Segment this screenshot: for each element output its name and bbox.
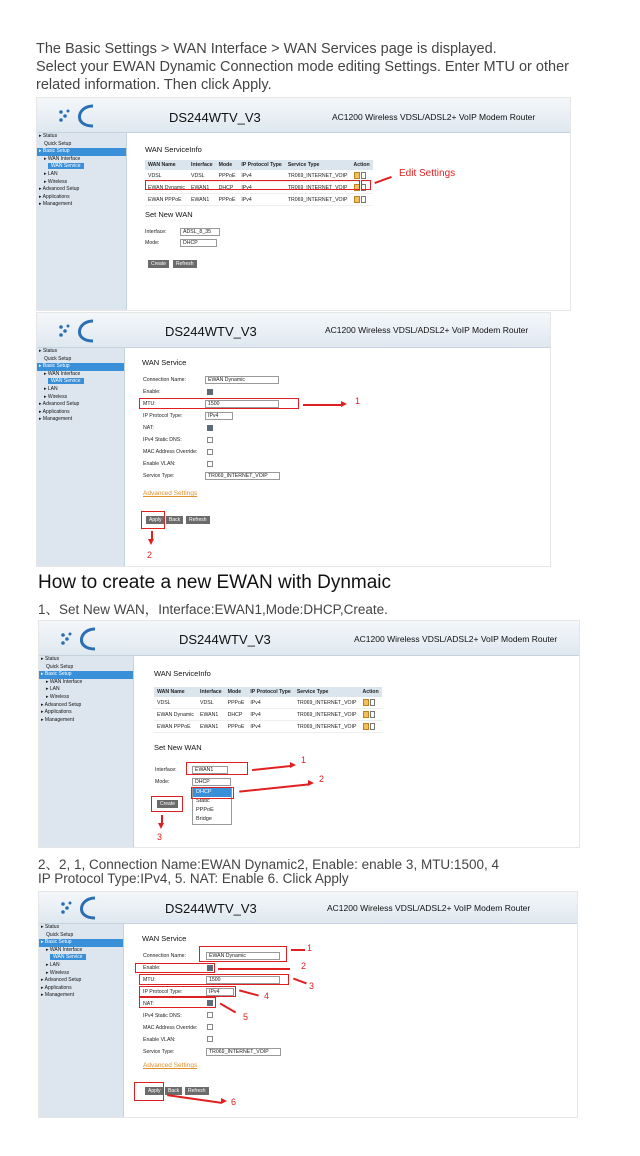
delete-icon[interactable] — [370, 711, 375, 718]
nav-lan[interactable]: ▸ LAN — [46, 961, 60, 968]
nav-applications[interactable]: ▸ Applications — [41, 709, 72, 716]
nav-basic-setup[interactable]: ▸ Basic Setup — [37, 148, 126, 156]
refresh-button[interactable]: Refresh — [173, 260, 197, 268]
nav-wan-service[interactable]: WAN Service — [37, 378, 124, 386]
nav-wireless[interactable]: ▸ Wireless — [44, 393, 68, 400]
mode-option[interactable]: Bridge — [196, 816, 212, 822]
highlight-edit-icon — [361, 180, 371, 190]
mode-select[interactable]: DHCP — [192, 778, 231, 786]
nav-lan[interactable]: ▸ LAN — [44, 170, 58, 177]
nav-basic-setup[interactable]: ▸ Basic Setup — [37, 363, 124, 371]
nav-wireless[interactable]: ▸ Wireless — [46, 969, 70, 976]
step-2-line-2: IP Protocol Type:IPv4, 5. NAT: Enable 6. Click Apply — [38, 871, 349, 886]
edit-icon[interactable] — [363, 723, 369, 730]
router-tagline: AC1200 Wireless VDSL/ADSL2+ VoIP Modem Router — [325, 325, 529, 335]
brand-logo-icon — [55, 318, 107, 344]
vlan-checkbox[interactable] — [207, 1036, 213, 1042]
router-model: DS244WTV_V3 — [179, 632, 271, 647]
table-row: VDSL VDSL PPPoE IPv4 TR069_INTERNET_VOIP — [154, 697, 382, 709]
wan-service-title: WAN Service — [142, 934, 187, 943]
service-type-select[interactable]: TR069_INTERNET_VOIP — [205, 472, 280, 480]
wan-table: WAN Name Interface Mode IP Protocol Type Service Type Action VDSL VDSL PPPoE IPv4 TR069_INTERNET_VOIP EWAN Dynamic EWAN1 DHCP IPv4 TR069_INTERNET_VOIP EWAN PPPoE EWAN1 PPPoE IPv4 TR069_INTERNET_VOIP — [145, 160, 373, 206]
screenshot-wan-list-1: DS244WTV_V3 AC1200 Wireless VDSL/ADSL2+ VoIP Modem Router ▸ Status Quick Setup ▸ Basic Setup ▸ WAN Interface WAN Service ▸ LAN ▸ Wireless ▸ Advanced Setup ▸ Applications ▸ Management WAN ServiceInfo WAN Name Interface Mode IP Protocol Type Service Type Action VDSL VDSL PPPoE IPv4 TR069_INTERNET_VOIP EWAN Dynamic EWAN1 DHCP IPv4 TR069_INTERNET_VOIP EWAN PPPoE EWAN1 PPPoE IPv4 TR069_INTERNET_VOIP Edit Settings Set New WAN Interface: ADSL_8_35 Mode: DHCP Create Refresh — [36, 97, 571, 311]
router-tagline: AC1200 Wireless VDSL/ADSL2+ VoIP Modem Router — [327, 903, 531, 913]
delete-icon[interactable] — [370, 699, 375, 706]
ip-type-select[interactable]: IPv4 — [205, 412, 233, 420]
router-model: DS244WTV_V3 — [165, 324, 257, 339]
router-header — [39, 892, 577, 924]
edit-icon[interactable] — [363, 699, 369, 706]
router-header — [39, 621, 579, 656]
nav-wan-interface[interactable]: ▸ WAN Interface — [46, 678, 83, 685]
annotation-edit-settings: Edit Settings — [399, 168, 456, 179]
screenshot-new-form: DS244WTV_V3 AC1200 Wireless VDSL/ADSL2+ VoIP Modem Router ▸ Status Quick Setup ▸ Basic Setup ▸ WAN Interface WAN Service ▸ LAN ▸ Wireless ▸ Advanced Setup ▸ Applications ▸ Management WAN Service Connection Name: EWAN Dynamic 1 Enable: 2 MTU: 1500 3 IP Protocol Type: IPv4 4 NAT: 5 IPv4 Static DNS: MAC Address Override: Enable VLAN: Service Type: TR069_INTERNET_VOIP Advanced Settings Apply Back Refresh 6 — [38, 891, 578, 1118]
brand-logo-icon — [57, 626, 109, 652]
sidebar — [39, 924, 124, 1118]
highlight-ewan-row — [145, 180, 360, 190]
refresh-button[interactable]: Refresh — [186, 516, 210, 524]
nav-wireless[interactable]: ▸ Wireless — [44, 178, 68, 185]
mode-option[interactable]: Static — [196, 798, 210, 804]
nav-management[interactable]: ▸ Management — [39, 201, 73, 208]
nav-management[interactable]: ▸ Management — [39, 416, 73, 423]
interface-select[interactable]: ADSL_8_35 — [180, 228, 220, 236]
wan-service-title: WAN Service — [142, 358, 187, 367]
nav-advanced[interactable]: ▸ Advanced Setup — [41, 977, 82, 984]
nav-status[interactable]: ▸ Status — [39, 133, 58, 139]
nav-advanced[interactable]: ▸ Advanced Setup — [41, 701, 82, 708]
nav-status[interactable]: ▸ Status — [41, 924, 60, 930]
nav-wan-service[interactable]: WAN Service — [39, 954, 123, 962]
sidebar — [39, 656, 134, 848]
nav-advanced[interactable]: ▸ Advanced Setup — [39, 186, 80, 193]
nav-applications[interactable]: ▸ Applications — [41, 984, 72, 991]
nav-wan-interface[interactable]: ▸ WAN Interface — [46, 946, 83, 953]
nav-lan[interactable]: ▸ LAN — [44, 385, 58, 392]
nav-advanced[interactable]: ▸ Advanced Setup — [39, 401, 80, 408]
intro-line-1: The Basic Settings > WAN Interface > WAN Services page is displayed. — [36, 41, 497, 57]
apply-button[interactable]: Apply — [146, 516, 165, 524]
highlight-create — [151, 796, 183, 812]
delete-icon[interactable] — [361, 172, 366, 179]
intro-line-2: Select your EWAN Dynamic Connection mode editing Settings. Enter MTU or other — [36, 59, 569, 75]
set-new-wan-title: Set New WAN — [145, 210, 193, 219]
nav-management[interactable]: ▸ Management — [41, 716, 75, 723]
section-title: How to create a new EWAN with Dynmaic — [38, 572, 392, 593]
wan-info-title: WAN ServiceInfo — [145, 145, 202, 154]
nav-management[interactable]: ▸ Management — [41, 992, 75, 999]
brand-logo-icon — [55, 103, 107, 129]
highlight-apply — [141, 511, 165, 529]
nav-basic-setup[interactable]: ▸ Basic Setup — [39, 671, 133, 679]
advanced-settings-link[interactable]: Advanced Settings — [143, 1062, 198, 1069]
create-button[interactable]: Create — [157, 800, 178, 808]
static-dns-checkbox[interactable] — [207, 437, 213, 443]
refresh-button[interactable]: Refresh — [185, 1087, 209, 1095]
screenshot-edit-form: DS244WTV_V3 AC1200 Wireless VDSL/ADSL2+ VoIP Modem Router ▸ Status Quick Setup ▸ Basic Setup ▸ WAN Interface WAN Service ▸ LAN ▸ Wireless ▸ Advanced Setup ▸ Applications ▸ Management WAN Service Connection Name: EWAN Dynamic Enable: MTU: 1500 1 IP Protocol Type: IPv4 NAT: IPv4 Static DNS: MAC Address Override: Enable VLAN: Service Type: TR069_INTERNET_VOIP Advanced Settings Apply Back Refresh 2 — [36, 312, 551, 567]
interface-select[interactable]: EWAN1 — [192, 766, 228, 774]
router-tagline: AC1200 Wireless VDSL/ADSL2+ VoIP Modem Router — [354, 634, 558, 644]
nav-quick-setup[interactable]: Quick Setup — [44, 140, 72, 147]
nav-quick-setup[interactable]: Quick Setup — [46, 931, 74, 938]
router-tagline: AC1200 Wireless VDSL/ADSL2+ VoIP Modem Router — [332, 112, 536, 122]
highlight-interface — [186, 762, 248, 775]
edit-icon[interactable] — [354, 196, 360, 203]
nav-quick-setup[interactable]: Quick Setup — [46, 663, 74, 670]
delete-icon[interactable] — [361, 196, 366, 203]
table-row: VDSL VDSL PPPoE IPv4 TR069_INTERNET_VOIP — [145, 170, 373, 182]
apply-button[interactable]: Apply — [145, 1087, 164, 1095]
nav-wan-interface[interactable]: ▸ WAN Interface — [44, 370, 81, 377]
nav-applications[interactable]: ▸ Applications — [39, 193, 70, 200]
sidebar — [37, 133, 127, 311]
mode-select[interactable]: DHCP — [180, 239, 217, 247]
router-header — [37, 313, 550, 348]
nav-lan[interactable]: ▸ LAN — [46, 686, 60, 693]
delete-icon[interactable] — [370, 723, 375, 730]
mtu-input[interactable]: 1500 — [206, 976, 280, 984]
mtu-input[interactable]: 1500 — [205, 400, 279, 408]
router-header — [37, 98, 570, 133]
table-row: EWAN Dynamic EWAN1 DHCP IPv4 TR069_INTERNET_VOIP — [145, 182, 373, 194]
nav-applications[interactable]: ▸ Applications — [39, 408, 70, 415]
step-2-line-1: 2、2, 1, Connection Name:EWAN Dynamic2, Enable: enable 3, MTU:1500, 4 — [38, 857, 499, 872]
mac-override-checkbox[interactable] — [207, 449, 213, 455]
nat-checkbox[interactable] — [207, 425, 213, 431]
back-button[interactable]: Back — [165, 1087, 182, 1095]
router-model: DS244WTV_V3 — [169, 110, 261, 125]
sidebar — [37, 348, 125, 567]
nav-basic-setup[interactable]: ▸ Basic Setup — [39, 939, 123, 947]
nav-quick-setup[interactable]: Quick Setup — [44, 355, 72, 362]
nav-status[interactable]: ▸ Status — [39, 348, 58, 354]
service-type-select[interactable]: TR069_INTERNET_VOIP — [206, 1048, 281, 1056]
nav-wan-service[interactable]: WAN Service — [37, 163, 126, 171]
create-button[interactable]: Create — [148, 260, 169, 268]
nav-wan-interface[interactable]: ▸ WAN Interface — [44, 155, 81, 162]
enable-checkbox[interactable] — [207, 389, 213, 395]
table-row: EWAN PPPoE EWAN1 PPPoE IPv4 TR069_INTERNET_VOIP — [145, 194, 373, 206]
intro-line-3: related information. Then click Apply. — [36, 77, 272, 93]
edit-icon[interactable] — [354, 172, 360, 179]
highlight-dhcp — [191, 787, 234, 799]
step-1: 1、Set New WAN，Interface:EWAN1,Mode:DHCP,Create. — [38, 602, 388, 617]
mode-option[interactable]: DHCP — [193, 788, 231, 797]
connection-name-input[interactable]: EWAN Dynamic — [206, 952, 280, 960]
table-row: EWAN Dynamic EWAN1 DHCP IPv4 TR069_INTERNET_VOIP — [154, 709, 382, 721]
static-dns-checkbox[interactable] — [207, 1012, 213, 1018]
brand-logo-icon — [57, 895, 109, 921]
vlan-checkbox[interactable] — [207, 461, 213, 467]
advanced-settings-link[interactable]: Advanced Settings — [143, 490, 198, 497]
wan-info-title: WAN ServiceInfo — [154, 669, 211, 678]
mode-option[interactable]: PPPoE — [196, 807, 214, 813]
table-row: EWAN PPPoE EWAN1 PPPoE IPv4 TR069_INTERNET_VOIP — [154, 721, 382, 733]
nav-status[interactable]: ▸ Status — [41, 656, 60, 662]
highlight-mtu — [139, 398, 299, 409]
connection-name-input[interactable]: EWAN Dynamic — [205, 376, 279, 384]
screenshot-wan-list-2: DS244WTV_V3 AC1200 Wireless VDSL/ADSL2+ VoIP Modem Router ▸ Status Quick Setup ▸ Basic Setup ▸ WAN Interface ▸ LAN ▸ Wireless ▸ Advanced Setup ▸ Applications ▸ Management WAN ServiceInfo WAN Name Interface Mode IP Protocol Type Service Type Action VDSL VDSL PPPoE IPv4 TR069_INTERNET_VOIP EWAN Dynamic EWAN1 DHCP IPv4 TR069_INTERNET_VOIP EWAN PPPoE EWAN1 PPPoE IPv4 TR069_INTERNET_VOIP Set New WAN Interface: EWAN1 1 Mode: DHCP DHCP Static PPPoE Bridge 2 Create 3 — [38, 620, 580, 848]
ip-type-select[interactable]: IPv4 — [206, 988, 234, 996]
set-new-wan-title: Set New WAN — [154, 743, 202, 752]
back-button[interactable]: Back — [166, 516, 183, 524]
router-model: DS244WTV_V3 — [165, 901, 257, 916]
edit-icon[interactable] — [363, 711, 369, 718]
wan-table: WAN Name Interface Mode IP Protocol Type Service Type Action VDSL VDSL PPPoE IPv4 TR069_INTERNET_VOIP EWAN Dynamic EWAN1 DHCP IPv4 TR069_INTERNET_VOIP EWAN PPPoE EWAN1 PPPoE IPv4 TR069_INTERNET_VOIP — [154, 687, 382, 733]
mac-override-checkbox[interactable] — [207, 1024, 213, 1030]
nav-wireless[interactable]: ▸ Wireless — [46, 693, 70, 700]
